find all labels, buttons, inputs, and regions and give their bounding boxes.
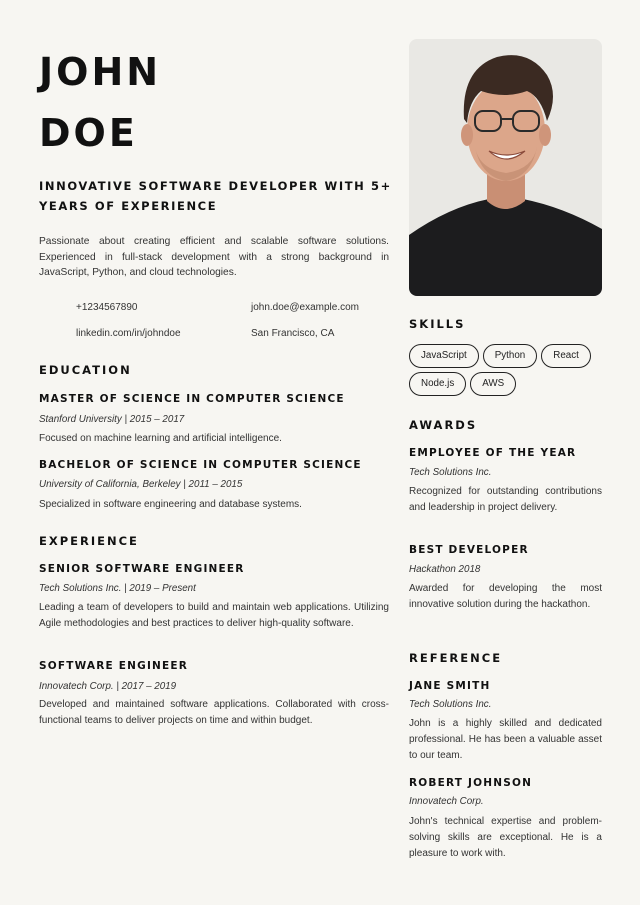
skills-heading: SKILLS xyxy=(409,317,466,331)
experience-company: Innovatech Corp. | 2017 – 2019 xyxy=(39,681,177,692)
experience-role: SENIOR SOFTWARE ENGINEER xyxy=(39,563,245,575)
first-name: JOHN xyxy=(39,50,162,94)
last-name: DOE xyxy=(39,111,138,155)
awards-heading: AWARDS xyxy=(409,418,478,432)
contact-location: San Francisco, CA xyxy=(251,328,335,339)
education-heading: EDUCATION xyxy=(39,363,132,377)
experience-company: Tech Solutions Inc. | 2019 – Present xyxy=(39,583,196,594)
skill-pill: JavaScript xyxy=(409,344,479,368)
skill-pill: Python xyxy=(483,344,538,368)
reference-description: John's technical expertise and problem-solving skills are exceptional. He is a pleasure to work with. xyxy=(409,816,602,859)
award-issuer: Hackathon 2018 xyxy=(409,564,481,575)
experience-description: Developed and maintained software applications. Collaborated with cross-functional teams to deliver projects on time and within budget. xyxy=(39,699,389,726)
award-description: Awarded for developing the most innovative solution during the hackathon. xyxy=(409,583,602,610)
reference-company: Tech Solutions Inc. xyxy=(409,699,492,710)
skills-list xyxy=(409,344,609,400)
profile-photo xyxy=(409,39,602,296)
experience-description: Leading a team of developers to build and maintain web applications. Utilizing Agile methodologies and best practices to deliver high-quality software. xyxy=(39,602,389,629)
award-name: BEST DEVELOPER xyxy=(409,544,529,556)
skill-pill: AWS xyxy=(470,372,516,396)
contact-email[interactable]: john.doe@example.com xyxy=(251,302,359,313)
contact-linkedin[interactable]: linkedin.com/in/johndoe xyxy=(76,328,181,339)
skill-pill: Node.js xyxy=(409,372,466,396)
person-portrait-icon xyxy=(409,39,602,296)
tagline: INNOVATIVE SOFTWARE DEVELOPER WITH 5+ YEARS OF EXPERIENCE xyxy=(39,179,392,213)
reference-description: John is a highly skilled and dedicated professional. He has been a valuable asset to our team. xyxy=(409,718,602,761)
candidate-name xyxy=(39,42,161,164)
education-institution: Stanford University | 2015 – 2017 xyxy=(39,414,185,425)
summary: Passionate about creating efficient and scalable software solutions. Experienced in full-stack development with a strong background in JavaScript, Python, and cloud technologies. xyxy=(39,236,389,279)
reference-name: ROBERT JOHNSON xyxy=(409,777,533,789)
education-institution: University of California, Berkeley | 2011 – 2015 xyxy=(39,479,243,490)
reference-heading: REFERENCE xyxy=(409,651,503,665)
reference-company: Innovatech Corp. xyxy=(409,796,484,807)
contact-phone: +1234567890 xyxy=(76,302,138,313)
experience-role: SOFTWARE ENGINEER xyxy=(39,660,189,672)
experience-heading: EXPERIENCE xyxy=(39,534,139,548)
education-degree: MASTER OF SCIENCE IN COMPUTER SCIENCE xyxy=(39,393,345,405)
award-issuer: Tech Solutions Inc. xyxy=(409,467,492,478)
education-description: Focused on machine learning and artificial intelligence. xyxy=(39,433,282,444)
education-degree: BACHELOR OF SCIENCE IN COMPUTER SCIENCE xyxy=(39,459,362,471)
skill-pill: React xyxy=(541,344,591,368)
education-description: Specialized in software engineering and database systems. xyxy=(39,499,302,510)
award-description: Recognized for outstanding contributions and leadership in project delivery. xyxy=(409,486,602,513)
reference-name: JANE SMITH xyxy=(409,680,491,692)
award-name: EMPLOYEE OF THE YEAR xyxy=(409,447,577,459)
